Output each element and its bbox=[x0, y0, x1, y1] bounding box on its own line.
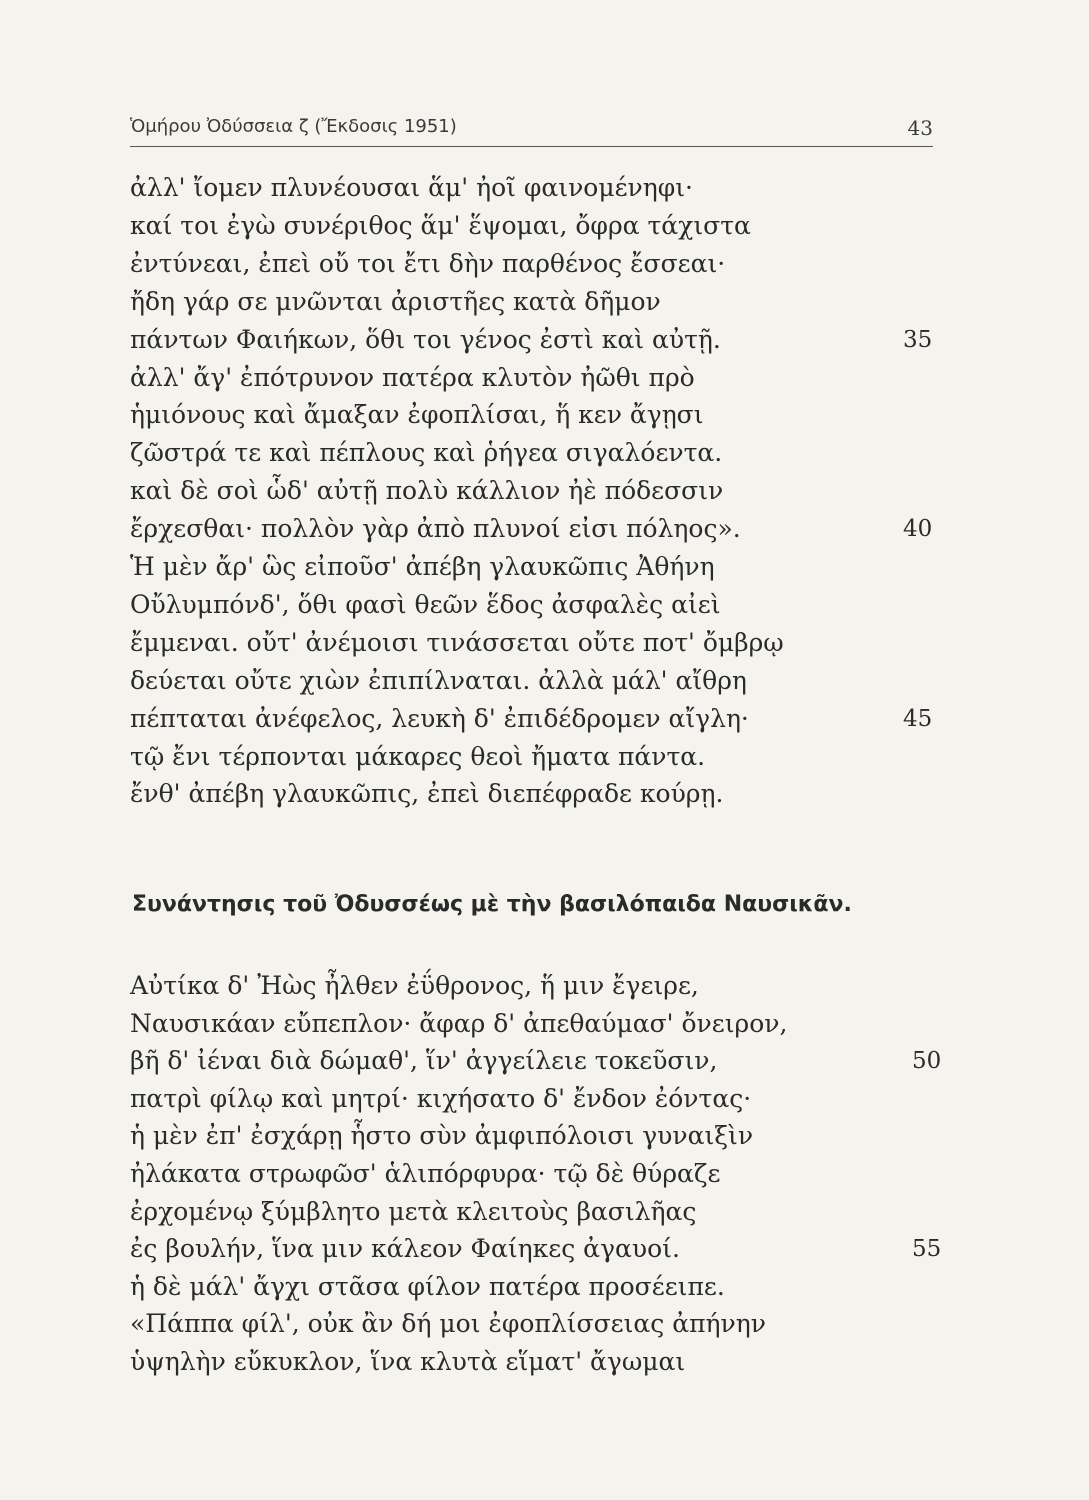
section-title: Συνάντησις τοῦ Ὀδυσσέως μὲ τὴν βασιλόπαιδα Ναυσικᾶν. bbox=[132, 892, 852, 917]
line-number: 50 bbox=[912, 1048, 942, 1075]
verse-text: ἀλλ' ἴομεν πλυνέουσαι ἅμ' ἠοῖ φαινομένηφι· bbox=[130, 173, 693, 202]
verse-text: πέπταται ἀνέφελος, λευκὴ δ' ἐπιδέδρομεν αἴγλη· bbox=[130, 703, 749, 733]
verse-line bbox=[0, 737, 1089, 777]
verse-text: Οὔλυμπόνδ', ὅθι φασὶ θεῶν ἕδος ἀσφαλὲς αἰεὶ bbox=[130, 589, 721, 619]
verse-text: ἐρχομένῳ ξύμβλητο μετὰ κλειτοὺς βασιλῆας bbox=[130, 1196, 697, 1226]
verse-text: βῆ δ' ἰέναι διὰ δώμαθ', ἵν' ἀγγείλειε τοκεῦσιν, bbox=[130, 1046, 718, 1076]
verse-text: τῷ ἔνι τέρπονται μάκαρες θεοὶ ἤματα πάντα. bbox=[130, 741, 706, 771]
verse-line bbox=[0, 623, 1089, 663]
verse-line bbox=[0, 206, 1089, 246]
verse-text: ἔνθ' ἀπέβη γλαυκῶπις, ἐπεὶ διεπέφραδε κούρῃ. bbox=[130, 779, 724, 809]
verse-line bbox=[0, 358, 1089, 398]
verse-text: ἀλλ' ἄγ' ἐπότρυνον πατέρα κλυτὸν ἠῶθι πρὸ bbox=[130, 362, 695, 392]
verse-text: «Πάππα φίλ', οὐκ ἂν δή μοι ἐφοπλίσσειας ἀπήνην bbox=[130, 1309, 766, 1339]
page-number: 43 bbox=[907, 116, 933, 140]
verse-line bbox=[0, 699, 1089, 739]
verse-text: καί τοι ἐγὼ συνέριθος ἅμ' ἕψομαι, ὄφρα τάχιστα bbox=[130, 210, 751, 240]
verse-line bbox=[0, 1192, 1089, 1232]
verse-line bbox=[0, 1304, 1089, 1344]
verse-line bbox=[0, 547, 1089, 587]
verse-line bbox=[0, 244, 1089, 284]
verse-text: ἐς βουλήν, ἵνα μιν κάλεον Φαίηκες ἀγαυοί. bbox=[130, 1234, 680, 1264]
verse-line bbox=[0, 1079, 1089, 1119]
verse-text: ἠλάκατα στρωφῶσ' ἁλιπόρφυρα· τῷ δὲ θύραζε bbox=[130, 1159, 721, 1188]
line-number: 55 bbox=[912, 1236, 942, 1263]
verse-line bbox=[0, 395, 1089, 435]
verse-text: πατρὶ φίλῳ καὶ μητρί· κιχήσατο δ' ἔνδον ἐόντας· bbox=[130, 1083, 752, 1113]
verse-line bbox=[0, 774, 1089, 814]
verse-line bbox=[0, 1229, 1089, 1269]
verse-line bbox=[0, 471, 1089, 511]
verse-text: καὶ δὲ σοὶ ὧδ' αὐτῇ πολὺ κάλλιον ἠὲ πόδεσσιν bbox=[130, 476, 724, 506]
verse-line bbox=[0, 585, 1089, 625]
verse-line bbox=[0, 661, 1089, 701]
verse-text: ἡ μὲν ἐπ' ἐσχάρῃ ἧστο σὺν ἀμφιπόλοισι γυναιξὶν bbox=[130, 1121, 754, 1151]
verse-text: ἡ δὲ μάλ' ἄγχι στᾶσα φίλον πατέρα προσέειπε. bbox=[130, 1271, 725, 1301]
verse-text: ζῶστρά τε καὶ πέπλους καὶ ῥήγεα σιγαλόεντα. bbox=[130, 438, 723, 468]
verse-text: ἐντύνεαι, ἐπεὶ οὔ τοι ἔτι δὴν παρθένος ἔσσεαι· bbox=[130, 248, 726, 278]
line-number: 40 bbox=[903, 516, 933, 543]
verse-text: Ναυσικάαν εὔπεπλον· ἄφαρ δ' ἀπεθαύμασ' ὄνειρον, bbox=[130, 1008, 788, 1038]
verse-text: Ἡ μὲν ἄρ' ὣς εἰποῦσ' ἀπέβη γλαυκῶπις Ἀθήνη bbox=[130, 552, 715, 581]
verse-line bbox=[0, 966, 1089, 1006]
verse-line bbox=[0, 1154, 1089, 1194]
verse-line bbox=[0, 1267, 1089, 1307]
verse-line bbox=[0, 1041, 1089, 1081]
verse-text: πάντων Φαιήκων, ὅθι τοι γένος ἐστὶ καὶ αὐτῇ. bbox=[130, 324, 721, 354]
running-header bbox=[130, 116, 933, 147]
verse-line bbox=[0, 1004, 1089, 1044]
line-number: 35 bbox=[903, 326, 933, 353]
verse-text: Αὐτίκα δ' Ἠὼς ἦλθεν ἐΰθρονος, ἥ μιν ἔγειρε, bbox=[130, 971, 699, 1000]
header-title: Ὁμήρου Ὀδύσσεια ζ (Ἔκδοσις 1951) bbox=[130, 116, 457, 137]
verse-line bbox=[0, 168, 1089, 208]
verse-text: δεύεται οὔτε χιὼν ἐπιπίλναται. ἀλλὰ μάλ' αἴθρη bbox=[130, 665, 747, 695]
verse-text: ἤδη γάρ σε μνῶνται ἀριστῆες κατὰ δῆμον bbox=[130, 286, 661, 316]
verse-line bbox=[0, 282, 1089, 322]
verse-text: ἔρχεσθαι· πολλὸν γὰρ ἀπὸ πλυνοί εἰσι πόληος». bbox=[130, 514, 741, 544]
verse-line bbox=[0, 1116, 1089, 1156]
verse-line bbox=[0, 509, 1089, 549]
verse-line bbox=[0, 433, 1089, 473]
verse-text: ὑψηλὴν εὔκυκλον, ἵνα κλυτὰ εἵματ' ἄγωμαι bbox=[130, 1347, 686, 1376]
verse-line bbox=[0, 320, 1089, 360]
verse-text: ἡμιόνους καὶ ἄμαξαν ἐφοπλίσαι, ἥ κεν ἄγῃσι bbox=[130, 400, 704, 430]
verse-text: ἔμμεναι. οὔτ' ἀνέμοισι τινάσσεται οὔτε ποτ' ὄμβρῳ bbox=[130, 627, 784, 657]
line-number: 45 bbox=[903, 705, 933, 732]
verse-line bbox=[0, 1342, 1089, 1382]
